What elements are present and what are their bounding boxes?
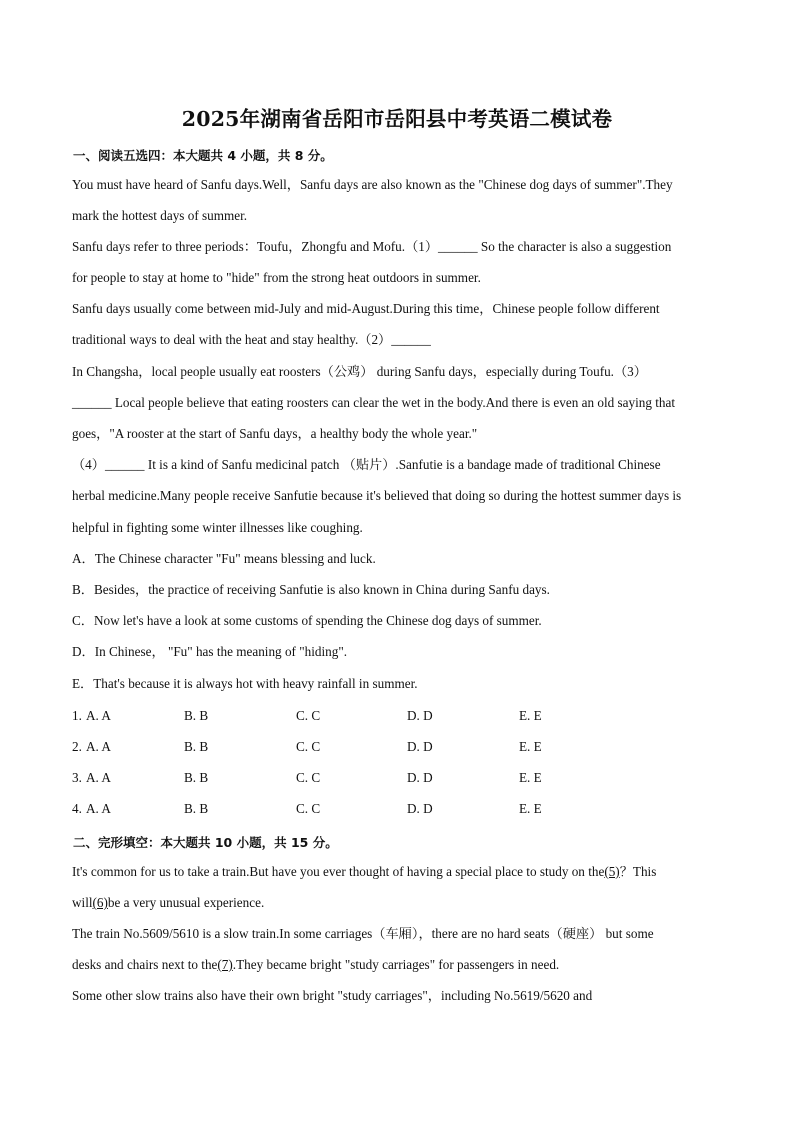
option-c[interactable]: C. C (296, 708, 321, 723)
option-e[interactable]: E. E (519, 801, 542, 816)
passage-line: traditional ways to deal with the heat and stay healthy.（2）______ (72, 332, 431, 347)
blank-7[interactable]: (7) (217, 957, 233, 972)
option-a[interactable]: A. A (86, 770, 111, 785)
option-b[interactable]: B. B (184, 739, 209, 754)
passage-line: goes，"A rooster at the start of Sanfu days，a healthy body the whole year." (72, 426, 478, 441)
passage-line: Sanfu days usually come between mid-July and mid-August.During this time，Chinese people follow different (72, 301, 660, 316)
question-number: 3. (72, 770, 82, 785)
choice-a: A．The Chinese character "Fu" means blessing and luck. (72, 551, 376, 566)
blank-5[interactable]: (5) (604, 864, 620, 879)
passage-line: （4）______ It is a kind of Sanfu medicinal patch （贴片）.Sanfutie is a bandage made of traditional Chinese (72, 457, 661, 472)
option-a[interactable]: A. A (86, 801, 111, 816)
option-d[interactable]: D. D (407, 708, 433, 723)
passage-line: helpful in fighting some winter illnesses like coughing. (72, 520, 363, 535)
cloze-text: .They became bright "study carriages" for passengers in need. (232, 957, 560, 972)
cloze-text: will (72, 895, 93, 910)
passage-line: ______ Local people believe that eating roosters can clear the wet in the body.And there is even an old saying that (72, 395, 676, 410)
option-c[interactable]: C. C (296, 739, 321, 754)
option-b[interactable]: B. B (184, 801, 209, 816)
option-c[interactable]: C. C (296, 770, 321, 785)
cloze-text: It's common for us to take a train.But have you ever thought of having a special place to study on the (72, 864, 605, 879)
question-number: 4. (72, 801, 82, 816)
option-e[interactable]: E. E (519, 739, 542, 754)
passage-line: for people to stay at home to "hide" from the strong heat outdoors in summer. (72, 270, 481, 285)
passage-line: mark the hottest days of summer. (72, 208, 248, 223)
passage-line: In Changsha，local people usually eat roosters（公鸡） during Sanfu days，especially during Toufu.（3） (72, 364, 647, 379)
option-d[interactable]: D. D (407, 770, 433, 785)
cloze-line (72, 949, 722, 980)
passage-line: You must have heard of Sanfu days.Well，Sanfu days are also known as the "Chinese dog days of summer".They (72, 177, 673, 192)
page-title: 2025年湖南省岳阳市岳阳县中考英语二模试卷 (181, 107, 613, 131)
passage-line: herbal medicine.Many people receive Sanfutie because it's believed that doing so during the hottest summer days is (72, 488, 682, 503)
cloze-line (72, 887, 722, 918)
choice-b: B．Besides，the practice of receiving Sanfutie is also known in China during Sanfu days. (72, 582, 550, 597)
choice-c: C．Now let's have a look at some customs of spending the Chinese dog days of summer. (72, 613, 542, 628)
option-a[interactable]: A. A (86, 739, 111, 754)
cloze-line: Some other slow trains also have their own bright "study carriages"，including No.5619/5620 and (72, 988, 593, 1003)
option-a[interactable]: A. A (86, 708, 111, 723)
cloze-text: ？This (619, 864, 657, 879)
passage-line: Sanfu days refer to three periods：Toufu，Zhongfu and Mofu.（1）______ So the character is also a suggestion (72, 239, 672, 254)
question-number: 1. (72, 708, 82, 723)
option-d[interactable]: D. D (407, 739, 433, 754)
option-e[interactable]: E. E (519, 770, 542, 785)
question-number: 2. (72, 739, 82, 754)
option-c[interactable]: C. C (296, 801, 321, 816)
option-e[interactable]: E. E (519, 708, 542, 723)
blank-6[interactable]: (6) (92, 895, 108, 910)
choice-e: E．That's because it is always hot with heavy rainfall in summer. (72, 676, 418, 691)
section-2-heading: 二、完形填空：本大题共 10 小题，共 15 分。 (73, 835, 338, 850)
option-b[interactable]: B. B (184, 770, 209, 785)
option-b[interactable]: B. B (184, 708, 209, 723)
section-1-heading: 一、阅读五选四：本大题共 4 小题，共 8 分。 (73, 148, 333, 163)
cloze-line (72, 856, 722, 887)
cloze-line: The train No.5609/5610 is a slow train.In some carriages（车厢），there are no hard seats（硬座） but some (72, 926, 654, 941)
option-d[interactable]: D. D (407, 801, 433, 816)
cloze-text: desks and chairs next to the (72, 957, 218, 972)
choice-d: D．In Chinese， "Fu" has the meaning of "hiding". (72, 644, 347, 659)
cloze-text: be a very unusual experience. (107, 895, 265, 910)
